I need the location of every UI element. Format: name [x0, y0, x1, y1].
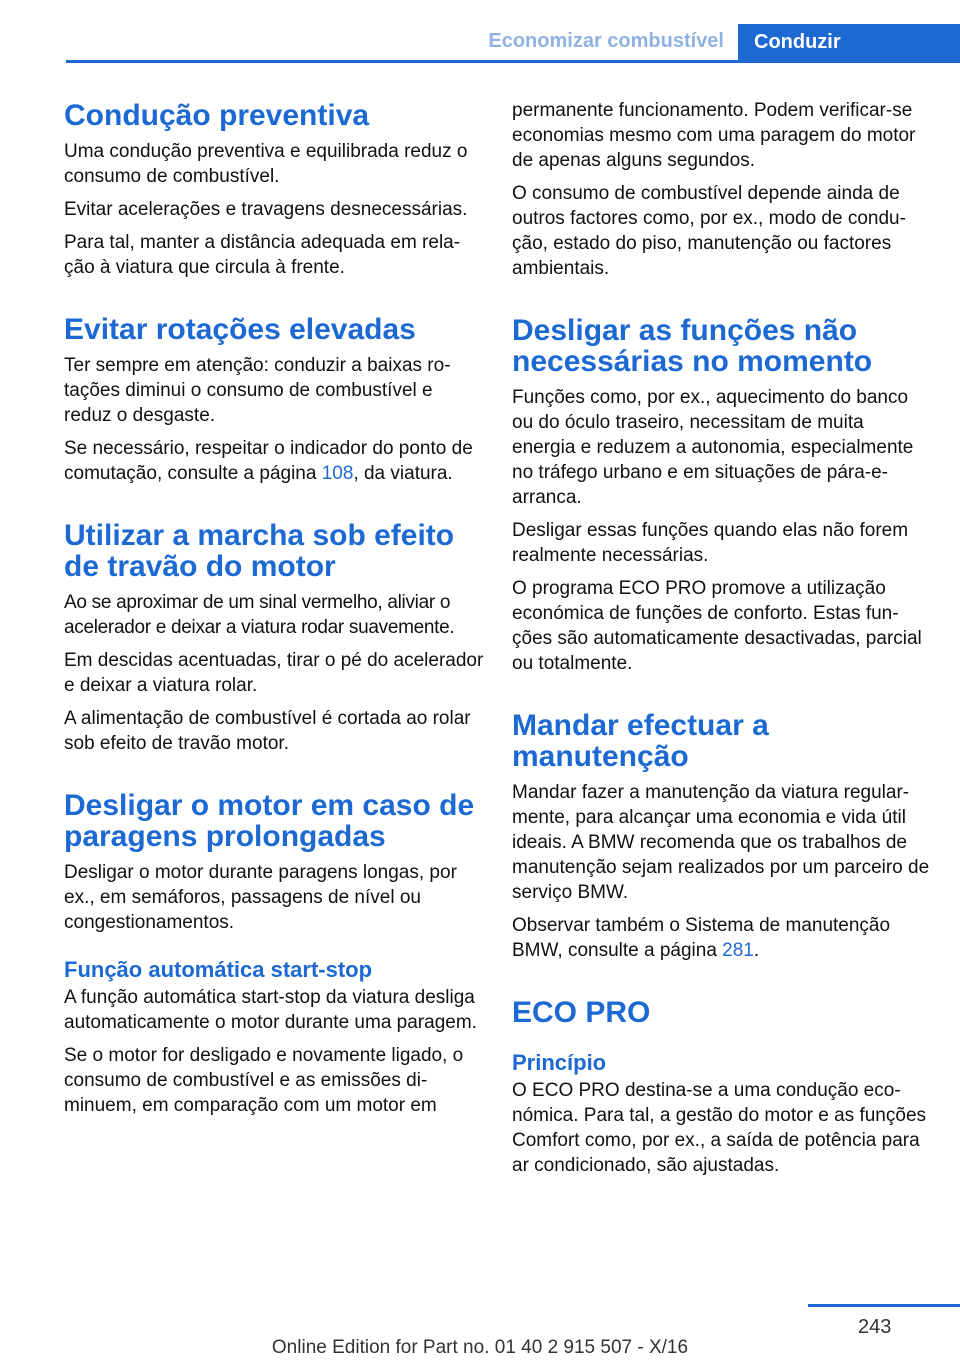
heading-switch-off-functions: Desligar as funções não necessárias no momento — [512, 314, 873, 378]
edition-note: Online Edition for Part no. 01 40 2 915 507 - X/16 — [271, 1337, 689, 1358]
paragraph: Evitar acelerações e travagens desnecessárias. — [64, 199, 468, 220]
paragraph: Funções como, por ex., aquecimento do banco ou do óculo traseiro, necessitam de muita energia e reduzem a autonomia, especialmente no tráfego urbano e em situações de pára-e-arranca. — [512, 387, 914, 508]
paragraph: Desligar o motor durante paragens longas, por ex., em semáforos, passagens de nível ou congestionamentos. — [64, 862, 457, 933]
header-chapter-tab — [738, 24, 960, 62]
paragraph: A função automática start-stop da viatura desliga automaticamente o motor durante uma paragem. — [64, 987, 477, 1033]
heading-avoid-high-rpm: Evitar rotações elevadas — [64, 313, 416, 346]
heading-switch-off-engine: Desligar o motor em caso de paragens prolongadas — [64, 789, 475, 853]
heading-preventive-driving: Condução preventiva — [64, 99, 370, 132]
paragraph: Em descidas acentuadas, tirar o pé do acelerador e deixar a viatura rolar. — [64, 650, 484, 696]
heading-maintenance: Mandar efectuar a manutenção — [512, 709, 769, 773]
footer-rule — [808, 1304, 960, 1307]
page-number: 243 — [858, 1316, 892, 1338]
subheading-principle: Princípio — [512, 1050, 607, 1075]
header-chapter-label: Conduzir — [754, 31, 841, 53]
header-section-title: Economizar combustível — [488, 30, 724, 52]
text: Se necessário, respeitar o indicador do ponto de comutação, consulte a página — [64, 438, 473, 484]
paragraph: Para tal, manter a distância adequada em relação à viatura que circula à frente. — [64, 232, 461, 278]
paragraph: A alimentação de combustível é cortada ao rolar sob efeito de travão motor. — [64, 708, 471, 754]
paragraph: Uma condução preventiva e equilibrada reduz o consumo de combustível. — [64, 141, 468, 187]
paragraph-with-link — [512, 913, 932, 963]
heading-engine-braking: Utilizar a marcha sob efeito de travão do motor — [64, 519, 455, 583]
paragraph: Ao se aproximar de um sinal vermelho, aliviar o acelerador e deixar a viatura rodar suavemente. — [64, 592, 455, 638]
subheading-auto-start-stop: Função automática start-stop — [64, 957, 373, 982]
left-column — [64, 100, 484, 1126]
paragraph: Se o motor for desligado e novamente ligado, o consumo de combustível e as emissões diminuem, em comparação com um motor em — [64, 1045, 464, 1116]
text: . — [753, 940, 760, 961]
text: , da viatura. — [353, 463, 453, 484]
paragraph: permanente funcionamento. Podem verificar-se economias mesmo com uma paragem do motor de apenas alguns segundos. — [512, 100, 916, 171]
paragraph: O consumo de combustível depende ainda de outros factores como, por ex., modo de condução, estado do piso, manutenção ou factores ambientais. — [512, 183, 906, 279]
paragraph-with-link — [64, 436, 484, 486]
page-link-108[interactable]: 108 — [321, 463, 354, 484]
page-link-281[interactable]: 281 — [722, 940, 754, 961]
heading-eco-pro: ECO PRO — [512, 996, 651, 1029]
text: Observar também o Sistema de manutenção BMW, consulte a página — [512, 915, 891, 961]
right-column — [512, 98, 932, 1186]
paragraph: Ter sempre em atenção: conduzir a baixas rotações diminui o consumo de combustível e reduz o desgaste. — [64, 355, 451, 426]
paragraph: Desligar essas funções quando elas não forem realmente necessárias. — [512, 520, 909, 566]
paragraph: Mandar fazer a manutenção da viatura regularmente, para alcançar uma economia e vida útil ideais. A BMW recomenda que os trabalhos de manutenção sejam realizados por um parceiro de serviço BMW. — [512, 782, 930, 903]
paragraph: O ECO PRO destina-se a uma condução económica. Para tal, a gestão do motor e as funções Comfort como, por ex., a saída de potência para ar condicionado, são ajustadas. — [512, 1080, 927, 1176]
paragraph: O programa ECO PRO promove a utilização económica de funções de conforto. Estas funções são automaticamente desactivadas, parcial ou totalmente. — [512, 578, 922, 674]
